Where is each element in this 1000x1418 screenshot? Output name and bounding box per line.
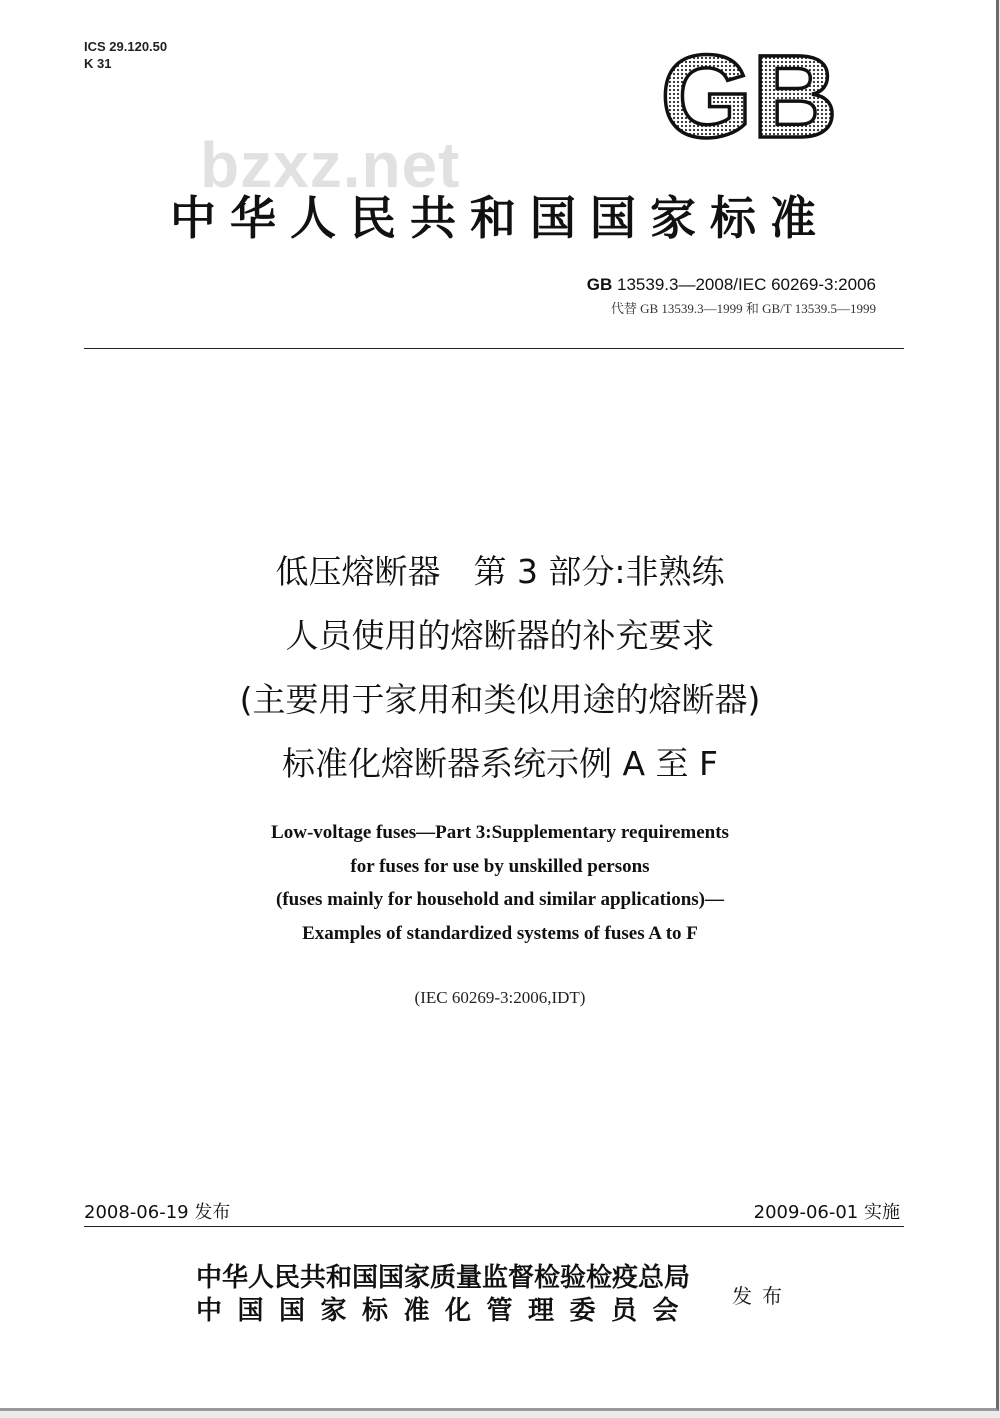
standard-prefix: GB bbox=[586, 275, 613, 294]
standard-number-rest: 13539.3—2008/IEC 60269-3:2006 bbox=[617, 275, 876, 294]
standard-number bbox=[587, 275, 876, 295]
issuing-authorities bbox=[196, 1262, 694, 1328]
ics-code: ICS 29.120.50 bbox=[84, 39, 168, 54]
classification-codes bbox=[84, 38, 167, 72]
watermark: bzxz.net bbox=[200, 129, 461, 201]
english-title-line: for fuses for use by unskilled persons bbox=[350, 855, 650, 877]
footer-divider bbox=[84, 1226, 904, 1227]
national-standard-heading: 中华人民共和国国家标准 bbox=[170, 191, 830, 245]
gb-logo-text: GB bbox=[660, 44, 838, 148]
english-title bbox=[60, 816, 940, 950]
english-title-line: Examples of standardized systems of fuses A to F bbox=[302, 922, 698, 944]
issuer-sac: 中国国家标准化管理委员会 bbox=[196, 1296, 695, 1326]
chinese-title bbox=[60, 540, 940, 796]
chinese-title-line: 低压熔断器 第 3 部分:非熟练 bbox=[275, 552, 725, 591]
chinese-title-line: 人员使用的熔断器的补充要求 bbox=[285, 616, 715, 655]
english-title-line: Low-voltage fuses—Part 3:Supplementary requirements bbox=[271, 822, 729, 843]
chinese-title-line: (主要用于家用和类似用途的熔断器) bbox=[239, 680, 761, 719]
equivalence-note: (IEC 60269-3:2006,IDT) bbox=[414, 988, 586, 1007]
issuer-aqsiq: 中华人民共和国国家质量监督检验检疫总局 bbox=[196, 1263, 691, 1293]
chinese-title-line: 标准化熔断器系统示例 A 至 F bbox=[281, 744, 719, 783]
issue-date: 2008-06-19 发布 bbox=[84, 1202, 231, 1223]
ccs-code: K 31 bbox=[84, 56, 112, 71]
header-divider bbox=[84, 348, 904, 349]
english-title-line: (fuses mainly for household and similar applications)— bbox=[276, 889, 724, 910]
replaces-note: 代替 GB 13539.3—1999 和 GB/T 13539.5—1999 bbox=[610, 301, 876, 316]
publish-label: 发布 bbox=[732, 1284, 792, 1308]
gb-logo bbox=[648, 44, 850, 148]
implementation-date: 2009-06-01 实施 bbox=[753, 1202, 900, 1223]
